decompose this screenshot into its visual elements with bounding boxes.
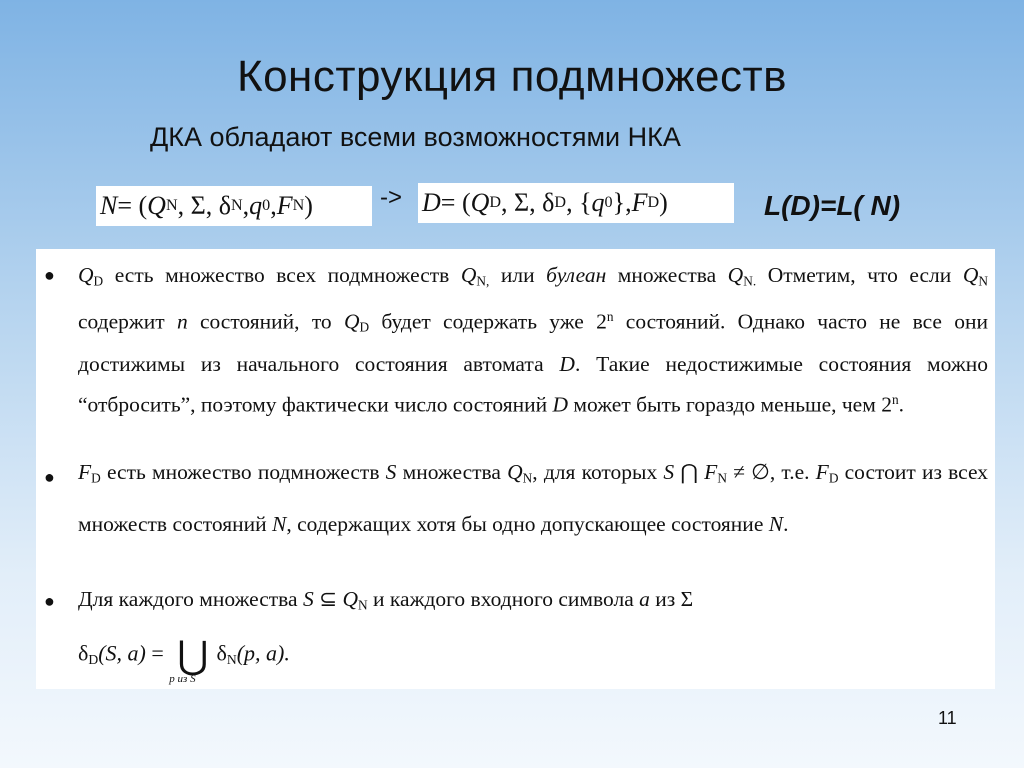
- conversion-arrow: ->: [380, 184, 403, 211]
- paragraph-transition: Для каждого множества S ⊆ $Q_N$ и каждого входного символа a из Σ: [78, 587, 694, 613]
- union-operator: ⋃ p из S: [169, 635, 209, 685]
- bullet-dot: ●: [44, 467, 55, 487]
- paragraph-final-states: $F_D$ есть множество подмножеств S множества $Q_N$, для которых S ⋂ $F_N$ ≠ ∅, т.е. $F_D$ состоит из всех множеств состояний N, содержащих хотя бы одно допускающее состояние N.: [78, 460, 988, 537]
- nfa-definition: N = ( Q N , Σ, δ N , q 0 , F N ): [96, 186, 372, 226]
- bullet-dot: ●: [44, 265, 55, 285]
- page-number: 11: [938, 708, 957, 728]
- slide-subtitle: ДКА обладают всеми возможностями НКА: [150, 122, 681, 152]
- transition-formula: $\delta_D(S$, a) = ⋃ p из S $\delta_N(p$, a).: [78, 635, 290, 685]
- bullet-dot: ●: [44, 591, 55, 611]
- paragraph-states-of-dfa: $Q_D$ есть множество всех подмножеств $Q_{N,}$ или булеан множества $Q_{N.}$ Отметим, что если $Q_N$ содержит n состояний, то $Q_D$ будет содержать уже 2$^n$ состояний. Однако часто не все они достижимы из начального состояния автомата D. Такие недостижимые состояния можно “отбросить”, поэтому фактически число состояний D может быть гораздо меньше, чем 2$^n$.: [78, 263, 989, 417]
- dfa-definition: D = ( Q D , Σ, δ D , { q 0 }, F D ): [418, 183, 734, 223]
- language-equivalence: L(D)=L( N): [764, 190, 901, 221]
- content-box: [36, 249, 995, 689]
- slide-title: Конструкция подмножеств: [236, 52, 788, 101]
